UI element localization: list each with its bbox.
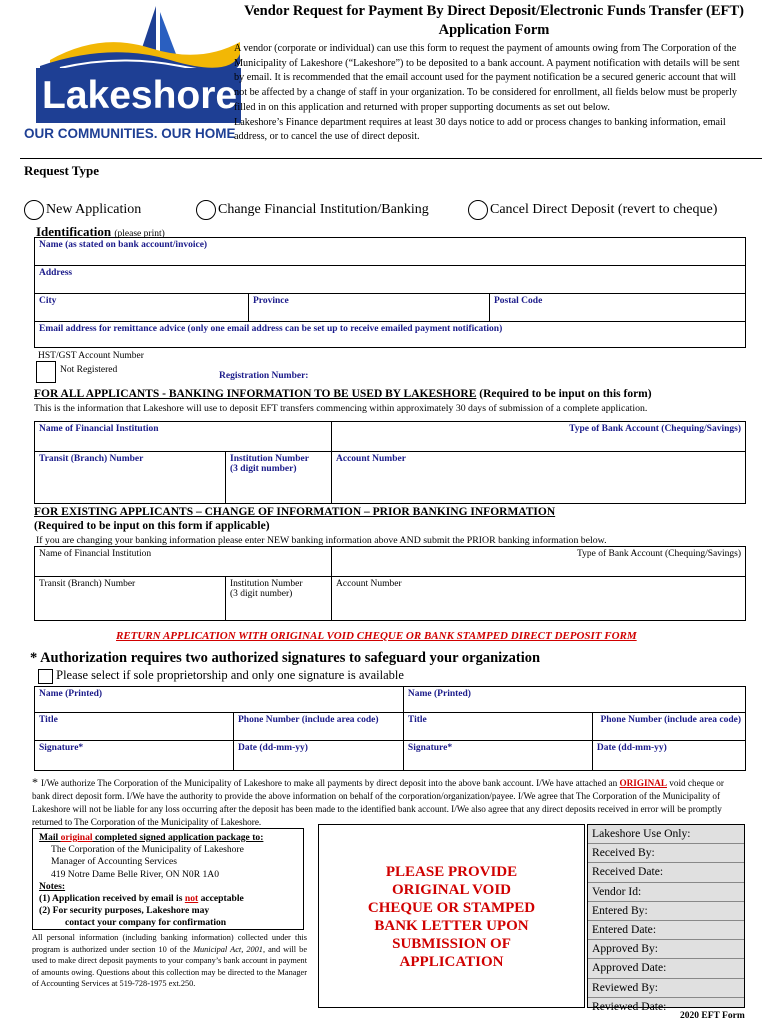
prior-institution-number-field[interactable] — [226, 577, 332, 621]
please-provide-line: ORIGINAL VOID — [391, 882, 512, 898]
radio-circle-icon[interactable] — [24, 200, 44, 220]
institution-number-field[interactable] — [226, 452, 332, 504]
account-number-field[interactable] — [332, 452, 746, 504]
field-label: Account Number — [336, 454, 406, 464]
field-label: Phone Number (include area code) — [600, 715, 741, 725]
signature-1[interactable] — [35, 741, 234, 771]
email-field[interactable] — [35, 322, 746, 348]
radio-change-institution[interactable] — [196, 200, 429, 220]
mail-heading — [39, 832, 297, 844]
prior-transit-number-field[interactable] — [35, 577, 226, 621]
signature-2[interactable] — [403, 741, 592, 771]
radio-circle-icon[interactable] — [196, 200, 216, 220]
mail-word: Mail — [39, 832, 61, 843]
please-provide-line: APPLICATION — [399, 954, 504, 970]
header-divider — [20, 158, 762, 159]
sole-proprietorship-checkbox[interactable] — [38, 669, 53, 684]
field-label: Name (Printed) — [39, 689, 103, 699]
field-label: Title — [39, 715, 58, 725]
hst-label: HST/GST Account Number — [38, 351, 144, 361]
note-1-a: (1) Application received by email is — [39, 893, 185, 905]
original-word: original — [60, 832, 93, 843]
address-field[interactable] — [35, 266, 746, 294]
prior-title: FOR EXISTING APPLICANTS – CHANGE OF INFORMATION – PRIOR BANKING INFORMATION — [34, 506, 556, 518]
notes-heading: Notes: — [39, 880, 66, 892]
field-label-sub: (3 digit number) — [230, 464, 297, 474]
logo-tagline: OUR COMMUNITIES. OUR HOME — [24, 126, 236, 141]
field-label-sub: (3 digit number) — [230, 589, 293, 599]
province-field[interactable] — [249, 294, 490, 322]
auth-text-part-a: I/We authorize The Corporation of the Municipality of Lakeshore to make all payments by direct deposit into the above bank account. I/We have attached an — [41, 778, 620, 788]
banking-required-note: (Required to be input on this form) — [479, 388, 652, 400]
please-provide-line: BANK LETTER UPON — [374, 918, 529, 934]
field-label: Province — [253, 296, 289, 306]
field-label: Transit (Branch) Number — [39, 454, 144, 464]
logo-graphic — [20, 2, 240, 72]
signature-table — [34, 686, 746, 771]
field-label: Title — [407, 715, 427, 725]
mail-rest: completed signed application package to: — [92, 832, 264, 843]
title-line-2: Application Form — [438, 22, 550, 38]
approved-by-field[interactable]: Approved By: — [588, 940, 744, 959]
prior-banking-table — [34, 546, 746, 621]
note-1-not: not — [184, 893, 199, 905]
privacy-text-b: , and will be used to make direct deposit payments to your company’s bank account in payment of amounts owing. Questions about this collection may be directed to the Manager of Accounting Services at 519-728-1975 ext.250. — [32, 944, 308, 989]
field-label: Postal Code — [494, 296, 543, 306]
banking-table — [34, 421, 746, 504]
privacy-act-name: Municipal Act, 2001 — [193, 944, 263, 954]
account-type-field[interactable] — [332, 422, 746, 452]
radio-new-application[interactable] — [24, 200, 141, 220]
field-label: Date (dd-mm-yy) — [596, 743, 667, 753]
identification-table — [34, 237, 746, 348]
radio-cancel-deposit[interactable] — [468, 200, 717, 220]
entered-date-field[interactable]: Entered Date: — [588, 921, 744, 940]
please-provide-line: PLEASE PROVIDE — [385, 864, 518, 880]
radio-circle-icon[interactable] — [468, 200, 488, 220]
please-provide-line: CHEQUE OR STAMPED — [367, 900, 536, 916]
note-1 — [39, 893, 297, 905]
prior-account-type-field[interactable] — [332, 547, 746, 577]
field-label: Name of Financial Institution — [39, 549, 152, 559]
vendor-id-field[interactable]: Vendor Id: — [588, 883, 744, 902]
received-date-field[interactable]: Received Date: — [588, 863, 744, 882]
logo-wordmark: Lakeshore — [36, 68, 241, 123]
field-label: Phone Number (include area code) — [238, 715, 379, 725]
entered-by-field[interactable]: Entered By: — [588, 902, 744, 921]
sole-proprietorship-row — [38, 668, 404, 684]
title-2[interactable] — [403, 713, 592, 741]
approved-date-field[interactable]: Approved Date: — [588, 959, 744, 978]
field-label: Institution Number — [230, 454, 309, 464]
auth-text-part-b: void cheque or bank direct deposit form. I/We have the authority to provide the above information on behalf of the corporation/organization/payee. I/We agree that The Corporation of the Municipality of Lakeshore will not be liable for any loss occurring after the deposit has been made to the identified bank account. I/We also agree that any direct deposits received in error will be promptly returned to The Corporation of the Municipality of Lakeshore. — [32, 778, 724, 827]
prior-required-note: (Required to be input on this form if applicable) — [34, 520, 270, 532]
office-use-panel — [587, 824, 745, 1013]
privacy-text-a: All personal information (including banking information) collected under this program is authorized under section 10 of the — [32, 933, 307, 954]
title-1[interactable] — [35, 713, 234, 741]
title-line-1: Vendor Request for Payment By Direct Deposit/Electronic Funds Transfer (EFT) — [244, 3, 744, 19]
name-field[interactable] — [35, 238, 746, 266]
authorization-heading: * Authorization requires two authorized signatures to safeguard your organization — [30, 650, 541, 666]
field-label: Account Number — [336, 579, 402, 589]
authorization-statement: * I/We authorize The Corporation of the Municipality of Lakeshore to make all payments by direct deposit into the above bank account. I/We have attached an ORIGINAL void cheque or bank direct deposit form. I/We have the authority to provide the above information on behalf of the corporation/organization/payee. I/We agree that The Corporation of the Municipality of Lakeshore will not be liable for any loss occurring after the deposit has been made to the identified bank account. I/We also agree that any direct deposits received in error will be promptly returned to The Corporation of the Municipality of Lakeshore. — [32, 775, 724, 827]
note-1-c: acceptable — [198, 893, 244, 905]
intro-paragraph: A vendor (corporate or individual) can use this form to request the payment of amounts owing from The Corporation of the Municipality of Lakeshore (“Lakeshore”) to be deposited to a bank account. A payment notification with details will be sent by email. It is recommended that the email account used for the payment notification be a secured generic account that will not be affected by a change of staff in your organization. To be considered for enrollment, all fields below must be properly filled in on this application and returned with proper supporting documents as set out below. — [234, 43, 740, 113]
field-label: Date (dd-mm-yy) — [238, 743, 308, 753]
prior-account-number-field[interactable] — [332, 577, 746, 621]
authorization-title: Authorization requires two authorized signatures to safeguard your organization — [40, 650, 541, 666]
registration-number-label: Registration Number: — [219, 371, 309, 381]
mail-address-line-2: Manager of Accounting Services — [51, 856, 178, 868]
please-provide-box — [318, 824, 585, 1008]
city-field[interactable] — [35, 294, 249, 322]
please-provide-line: SUBMISSION OF — [392, 936, 511, 952]
field-label: Name (as stated on bank account/invoice) — [39, 240, 208, 250]
form-title — [234, 2, 754, 40]
banking-description: This is the information that Lakeshore will use to deposit EFT transfers commencing within approximately 30 days of submission of a complete application. — [34, 403, 648, 414]
financial-institution-field[interactable] — [35, 422, 332, 452]
name-printed-1[interactable] — [35, 687, 404, 713]
field-label: Signature* — [39, 743, 84, 753]
not-registered-label: Not Registered — [60, 365, 118, 375]
return-application-note: RETURN APPLICATION WITH ORIGINAL VOID CHEQUE OR BANK STAMPED DIRECT DEPOSIT FORM — [116, 630, 637, 642]
field-label: Name (Printed) — [407, 689, 471, 699]
banking-title: FOR ALL APPLICANTS - BANKING INFORMATION TO BE USED BY LAKESHORE — [34, 388, 477, 400]
banking-heading — [34, 388, 652, 400]
field-label: Type of Bank Account (Chequing/Savings) — [577, 549, 741, 559]
not-registered-checkbox[interactable] — [36, 361, 56, 383]
phone-1[interactable] — [234, 713, 404, 741]
office-use-heading: Lakeshore Use Only: — [588, 825, 744, 844]
form-footer: 2020 EFT Form — [680, 1011, 745, 1021]
auth-original-word: ORIGINAL — [619, 778, 667, 788]
prior-banking-heading — [34, 505, 555, 533]
please-provide-text — [319, 863, 584, 971]
lakeshore-logo — [20, 2, 238, 142]
reviewed-by-field[interactable]: Reviewed By: — [588, 979, 744, 998]
sole-proprietorship-label: Please select if sole proprietorship and only one signature is available — [56, 668, 404, 682]
intro-notice: Lakeshore’s Finance department requires at least 30 days notice to add or process changes to banking information, email address, or to cancel the use of direct deposit. — [234, 116, 726, 143]
prior-description: If you are changing your banking information please enter NEW banking information above AND submit the PRIOR banking information below. — [36, 535, 607, 546]
radio-label: New Application — [46, 202, 142, 218]
intro-text — [234, 42, 749, 145]
identification-title: Identification — [36, 224, 112, 239]
identification-note: (please print) — [114, 229, 165, 239]
note-2-continued: contact your company for confirmation — [65, 917, 227, 929]
radio-label: Cancel Direct Deposit (revert to cheque) — [490, 202, 718, 218]
mail-address-line-1: The Corporation of the Municipality of Lakeshore — [51, 844, 244, 856]
field-label: Institution Number — [230, 579, 303, 589]
field-label: Type of Bank Account (Chequing/Savings) — [569, 424, 741, 434]
radio-label: Change Financial Institution/Banking — [218, 202, 429, 218]
request-type-heading: Request Type — [24, 163, 99, 178]
name-printed-2[interactable] — [403, 687, 745, 713]
transit-number-field[interactable] — [35, 452, 226, 504]
postal-code-field[interactable] — [490, 294, 746, 322]
field-label: Email address for remittance advice (only one email address can be set up to receive emailed payment notification) — [39, 324, 503, 334]
prior-financial-institution-field[interactable] — [35, 547, 332, 577]
received-by-field[interactable]: Received By: — [588, 844, 744, 863]
privacy-notice — [32, 932, 307, 990]
field-label: Signature* — [407, 743, 453, 753]
mailing-instructions — [32, 828, 304, 930]
field-label: Transit (Branch) Number — [39, 579, 136, 589]
note-2: (2) For security purposes, Lakeshore may — [39, 905, 210, 917]
reviewed-date-field[interactable]: Reviewed Date: — [592, 999, 667, 1013]
field-label: City — [39, 296, 57, 306]
date-1[interactable] — [234, 741, 404, 771]
mail-address-line-3: 419 Notre Dame Belle River, ON N0R 1A0 — [51, 868, 220, 880]
field-label: Name of Financial Institution — [39, 424, 159, 434]
date-2[interactable] — [592, 741, 745, 771]
field-label: Address — [39, 268, 73, 278]
phone-2[interactable] — [592, 713, 745, 741]
